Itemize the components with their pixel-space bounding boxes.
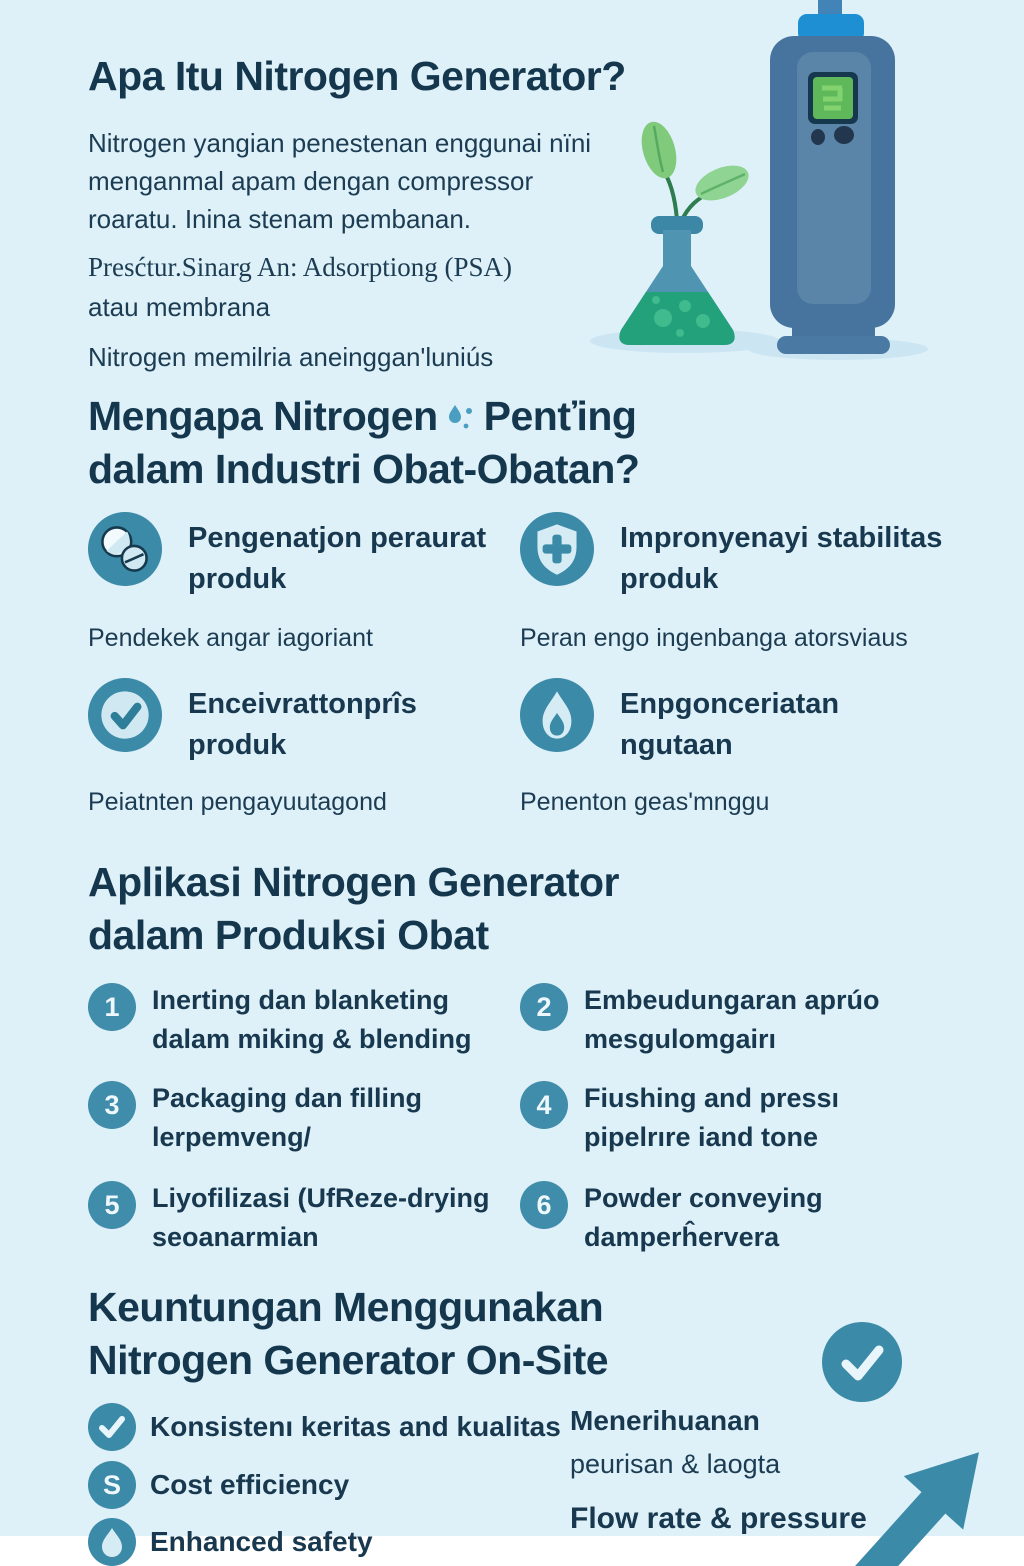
benefit-right-line1: Menerihuanan (570, 1405, 760, 1436)
membrane-line: atau membrana (88, 292, 271, 322)
section2-title (88, 390, 639, 496)
check-icon (88, 1403, 136, 1451)
intro-paragraph-3: Nitrogen memilria aneinggan'luniús (88, 342, 494, 372)
flask-plant-icon (619, 118, 753, 345)
feature-title: Enpgonceriatan ngutaan (620, 688, 840, 761)
main-title: Apa Itu Nitrogen Generator? (88, 53, 626, 99)
section4-title-line1: Keuntungan Menggunakan (88, 1284, 604, 1330)
s-circle-icon: S (88, 1461, 136, 1509)
number-badge: 3 (88, 1081, 136, 1129)
shield-plus-icon (520, 512, 594, 586)
growth-arrow-icon (800, 1370, 1020, 1550)
feature-title: Pengenatjon peraurat produk (188, 522, 487, 595)
application-text: Inerting dan blanketing dalam miking & blending (152, 985, 472, 1054)
nitrogen-generator-illustration (585, 0, 1024, 365)
application-text: Packaging dan filling lerpemveng/ (152, 1083, 423, 1152)
number-badge: 4 (520, 1081, 568, 1129)
number-badge: 6 (520, 1181, 568, 1229)
application-item-5 (88, 1181, 518, 1257)
feature-caption: Pendekek angar iagoriant (88, 624, 373, 652)
section4-title (88, 1281, 608, 1387)
psa-line: Presćtur.Sinarg An: Adsorptiong (PSA) (88, 252, 513, 282)
benefit-row-quality (88, 1403, 561, 1451)
section4-title-line2: Nitrogen Generator On-Site (88, 1337, 609, 1383)
application-item-6 (520, 1181, 980, 1257)
number-badge: 5 (88, 1181, 136, 1229)
intro-paragraph-2 (88, 246, 648, 326)
feature-purity (88, 512, 508, 600)
application-text: Embeudungaran aprúo mesgulomgairı (584, 985, 880, 1054)
feature-title: Impronyenayi stabilitas produk (620, 522, 943, 595)
feature-stability (520, 512, 980, 600)
feature-gas (520, 678, 980, 766)
feature-caption: Peran engo ingenbanga atorsviaus (520, 624, 908, 652)
section2-title-line2: dalam Industri Obat-Obatan? (88, 446, 640, 492)
section3-title-line2: dalam Produksi Obat (88, 912, 489, 958)
check-circle-icon (88, 678, 162, 752)
benefit-row-cost (88, 1461, 349, 1509)
application-text: Powder conveying damperĥervera (584, 1183, 823, 1252)
benefit-text: Konsistenı keritas and kualitas (150, 1411, 561, 1442)
section3-title (88, 856, 619, 962)
application-item-4 (520, 1081, 980, 1157)
section2-title-part1: Mengapa Nitrogen (88, 393, 438, 439)
benefit-text: Cost efficiency (150, 1469, 350, 1500)
application-item-2 (520, 983, 980, 1059)
section3-title-line1: Aplikasi Nitrogen Generator (88, 859, 620, 905)
generator-tower-icon (770, 0, 895, 354)
pills-icon (88, 512, 162, 586)
section2-title-part2: Penťing (483, 393, 637, 439)
benefit-text: Enhanced safety (150, 1526, 373, 1557)
droplets-icon (446, 399, 476, 435)
benefit-right-line3: Flow rate & pressure (570, 1502, 867, 1535)
intro-paragraph-1: Nitrogen yangian penestenan enggunai nïni menganmal apam dengan compressor roaratu. Inina stenam pembanan. (88, 128, 592, 234)
feature-caption: Penenton geas'mnggu (520, 788, 770, 816)
number-badge: 2 (520, 983, 568, 1031)
application-text: Liyofilizasi (UfReze-drying seoanarmian (152, 1183, 490, 1252)
flame-icon (520, 678, 594, 752)
application-item-1 (88, 983, 508, 1059)
benefit-right-line2: peurisan & laogta (570, 1449, 781, 1479)
number-badge: 1 (88, 983, 136, 1031)
application-text: Fiushing and pressı pipelrıre iand tone (584, 1083, 840, 1152)
feature-title: Enceivrattonprîs produk (188, 688, 417, 761)
feature-product-quality (88, 678, 508, 766)
droplet-icon (88, 1518, 136, 1566)
benefit-row-safety (88, 1518, 373, 1566)
feature-caption: Peiatnten pengayuutagond (88, 788, 387, 816)
application-item-3 (88, 1081, 508, 1157)
